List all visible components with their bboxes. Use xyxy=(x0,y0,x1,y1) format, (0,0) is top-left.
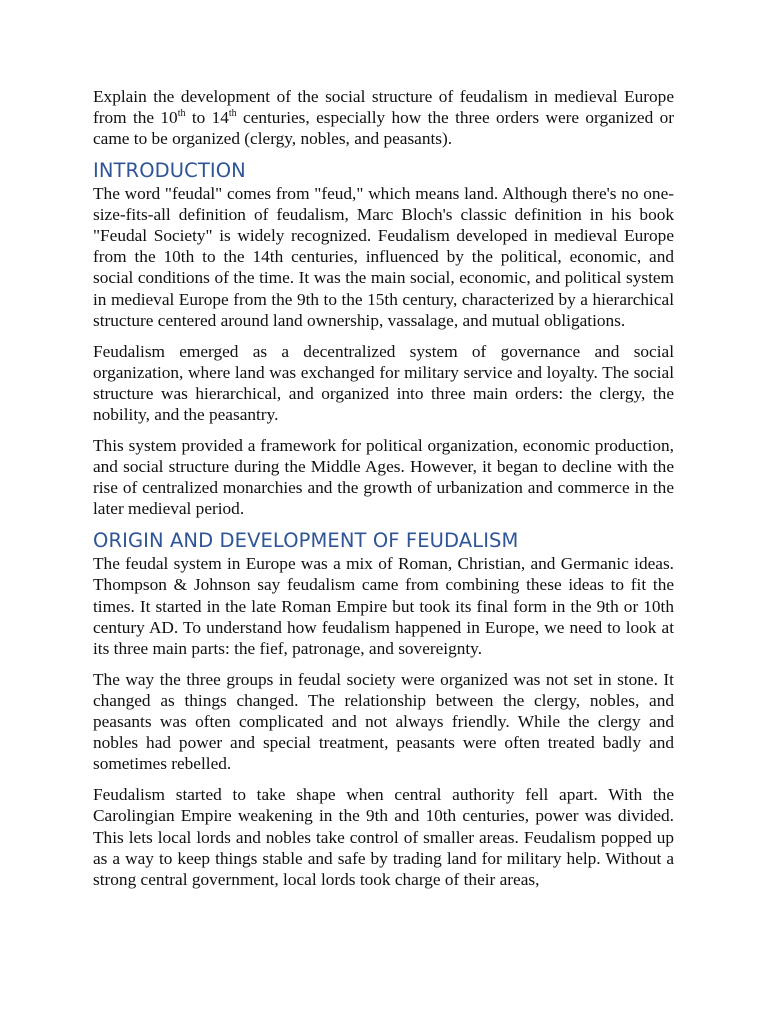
paragraph: The word "feudal" comes from "feud," which means land. Although there's no one-size-fits-all definition of feudalism, Marc Bloch's classic definition in his book "Feudal Society" is widely recognized. Feudalism developed in medieval Europe from the 10th to the 14th centuries, influenced by the political, economic, and social conditions of the time. It was the main social, economic, and political system in medieval Europe from the 9th to the 15th century, characterized by a hierarchical structure centered around land ownership, vassalage, and mutual obligations. xyxy=(93,183,674,330)
document-page xyxy=(93,86,674,900)
paragraph: The feudal system in Europe was a mix of Roman, Christian, and Germanic ideas. Thompson & Johnson say feudalism came from combining these ideas to fit the times. It started in the late Roman Empire but took its final form in the 9th or 10th century AD. To understand how feudalism happened in Europe, we need to look at its three main parts: the fief, patronage, and sovereignty. xyxy=(93,554,674,658)
ordinal-suffix: th xyxy=(177,108,186,120)
paragraph: Feudalism emerged as a decentralized system of governance and social organization, where land was exchanged for military service and loyalty. The social structure was hierarchical, and organized into three main orders: the clergy, the nobility, and the peasantry. xyxy=(93,341,674,425)
paragraph: The way the three groups in feudal society were organized was not set in stone. It changed as things changed. The relationship between the clergy, nobles, and peasants was often complicated and not always friendly. While the clergy and nobles had power and special treatment, peasants were often treated badly and sometimes rebelled. xyxy=(93,669,674,774)
section-heading-origin: ORIGIN AND DEVELOPMENT OF FEUDALISM xyxy=(93,529,519,553)
paragraph: Feudalism started to take shape when central authority fell apart. With the Carolingian Empire weakening in the 9th and 10th centuries, power was divided. This lets local lords and nobles take control of smaller areas. Feudalism popped up as a way to keep things stable and safe by trading land for military help. Without a strong central government, local lords took charge of their areas, xyxy=(93,785,674,889)
paragraph: This system provided a framework for political organization, economic production, and social structure during the Middle Ages. However, it began to decline with the rise of centralized monarchies and the growth of urbanization and commerce in the later medieval period. xyxy=(93,435,674,519)
essay-question: Explain the development of the social structure of feudalism in medieval Europe from the 10th to 14th centuries, especially how the three orders were organized or came to be organized (clergy, nobles, and peasants). xyxy=(93,87,674,149)
section-heading-introduction: INTRODUCTION xyxy=(93,158,246,182)
ordinal-suffix: th xyxy=(228,108,237,120)
